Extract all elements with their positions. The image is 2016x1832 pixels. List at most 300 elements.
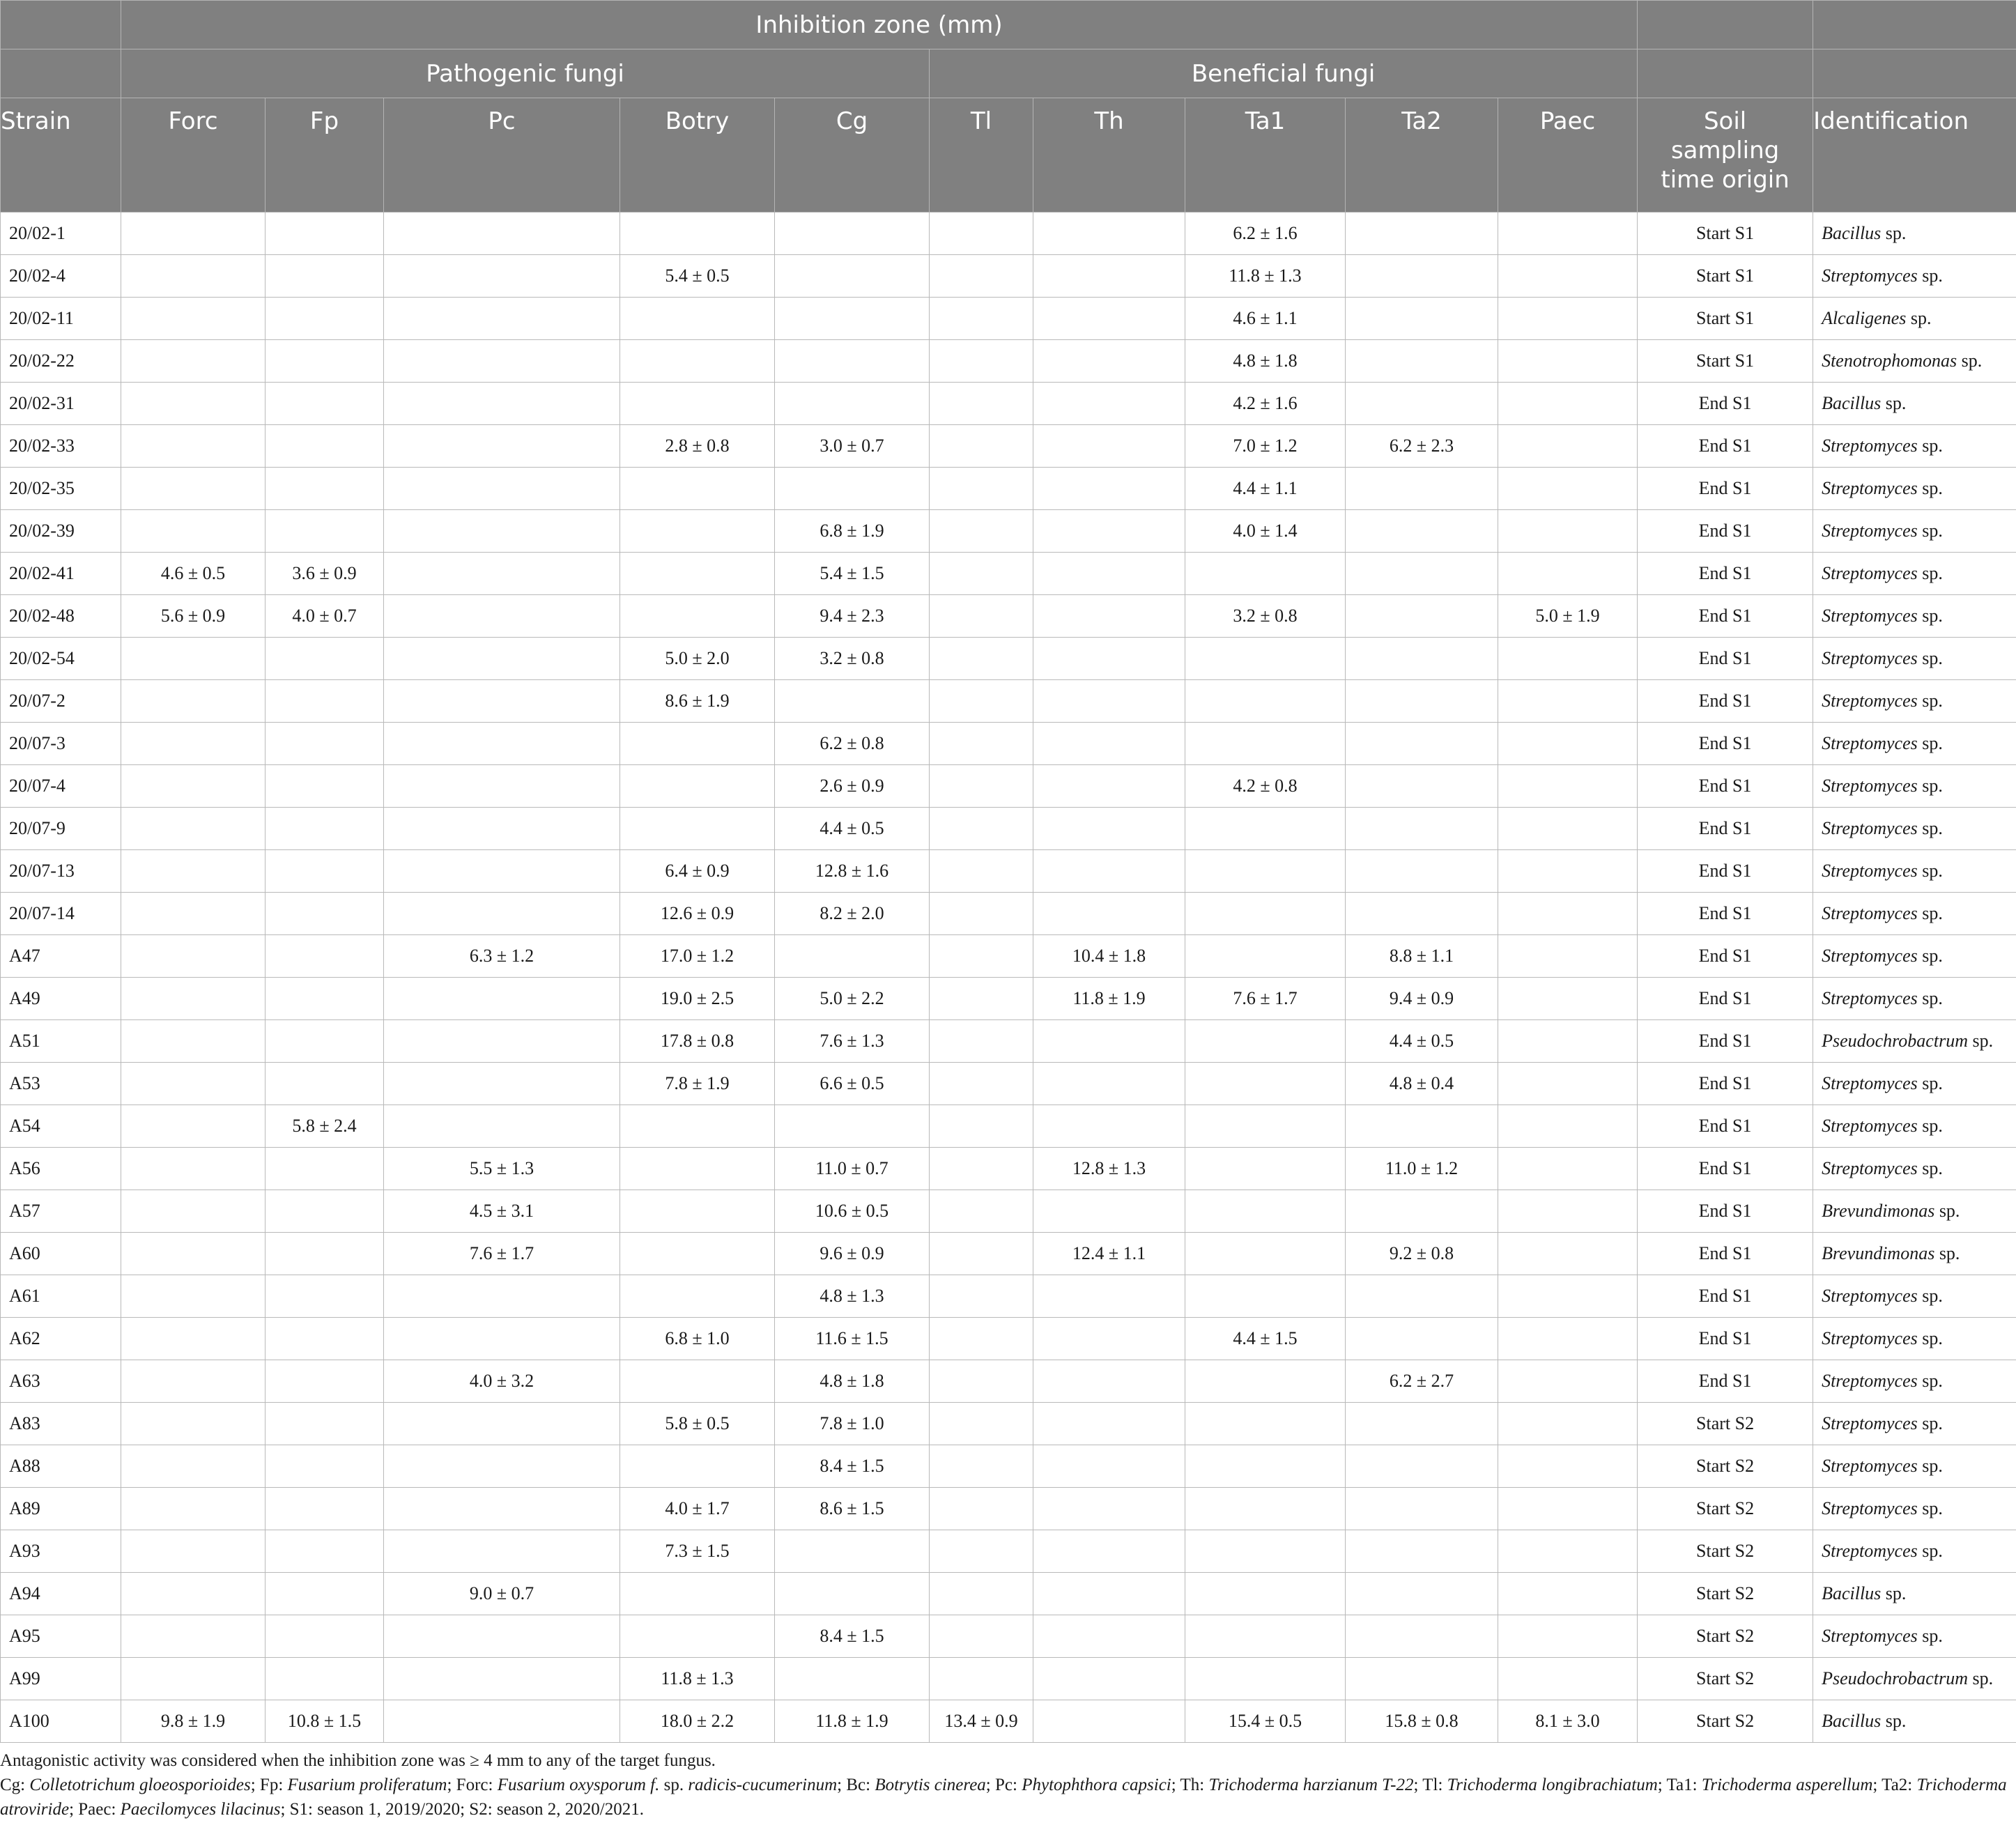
cell-fp: [266, 383, 384, 425]
cell-paec: [1498, 1658, 1638, 1700]
cell-strain: 20/07-13: [1, 850, 121, 893]
cell-cg: [775, 1658, 930, 1700]
cell-ta2: [1346, 893, 1498, 935]
cell-paec: [1498, 808, 1638, 850]
cell-ta2: 8.8 ± 1.1: [1346, 935, 1498, 978]
cell-strain: A99: [1, 1658, 121, 1700]
cell-fp: [266, 1658, 384, 1700]
cell-identification: [1813, 723, 2016, 765]
genus-name: Brevundimonas: [1822, 1243, 1935, 1263]
cell-paec: [1498, 850, 1638, 893]
cell-origin: Start S2: [1638, 1488, 1813, 1530]
species-suffix: sp.: [1881, 393, 1907, 413]
col-header-paec: Paec: [1498, 98, 1638, 213]
cell-fp: [266, 680, 384, 723]
cell-botry: [620, 1233, 775, 1275]
species-suffix: sp.: [1917, 1498, 1943, 1518]
cell-fp: [266, 1063, 384, 1105]
genus-name: Streptomyces: [1822, 988, 1918, 1008]
table-row: [1, 1573, 2016, 1615]
cell-origin: End S1: [1638, 638, 1813, 680]
cell-ta2: [1346, 1445, 1498, 1488]
cell-ta1: 7.6 ± 1.7: [1185, 978, 1346, 1020]
table-row: [1, 1445, 2016, 1488]
genus-name: Streptomyces: [1822, 776, 1918, 796]
cell-tl: [930, 1615, 1033, 1658]
cell-strain: 20/07-9: [1, 808, 121, 850]
cell-th: 10.4 ± 1.8: [1033, 935, 1185, 978]
genus-name: Alcaligenes: [1822, 308, 1907, 328]
cell-tl: [930, 1403, 1033, 1445]
cell-fp: [266, 1445, 384, 1488]
cell-strain: 20/07-4: [1, 765, 121, 808]
footnote-species-name: radicis-cucumerinum: [688, 1776, 838, 1794]
cell-tl: [930, 383, 1033, 425]
cell-ta1: [1185, 1573, 1346, 1615]
cell-identification: [1813, 978, 2016, 1020]
cell-ta1: 6.2 ± 1.6: [1185, 213, 1346, 255]
col-header-ta2: Ta2: [1346, 98, 1498, 213]
cell-forc: [121, 340, 266, 383]
cell-botry: 19.0 ± 2.5: [620, 978, 775, 1020]
cell-fp: [266, 1020, 384, 1063]
cell-fp: [266, 808, 384, 850]
cell-identification: [1813, 1020, 2016, 1063]
cell-forc: [121, 1403, 266, 1445]
table-row: [1, 595, 2016, 638]
cell-pc: [384, 1700, 620, 1743]
cell-botry: 17.0 ± 1.2: [620, 935, 775, 978]
cell-pc: [384, 850, 620, 893]
footnote-species-name: Phytophthora capsici: [1022, 1776, 1171, 1794]
cell-th: [1033, 765, 1185, 808]
cell-ta1: [1185, 1275, 1346, 1318]
cell-fp: [266, 425, 384, 468]
cell-pc: [384, 765, 620, 808]
cell-origin: End S1: [1638, 553, 1813, 595]
cell-forc: 9.8 ± 1.9: [121, 1700, 266, 1743]
cell-cg: [775, 468, 930, 510]
genus-name: Streptomyces: [1822, 1498, 1918, 1518]
species-suffix: sp.: [1881, 1583, 1907, 1603]
table-row: [1, 850, 2016, 893]
cell-pc: [384, 1275, 620, 1318]
genus-name: Streptomyces: [1822, 691, 1918, 711]
cell-ta1: 4.4 ± 1.1: [1185, 468, 1346, 510]
species-suffix: sp.: [1917, 903, 1943, 923]
cell-paec: [1498, 1445, 1638, 1488]
cell-identification: [1813, 1063, 2016, 1105]
cell-ta2: [1346, 1488, 1498, 1530]
cell-ta1: [1185, 723, 1346, 765]
cell-forc: [121, 723, 266, 765]
species-suffix: sp.: [1917, 1413, 1943, 1433]
cell-forc: [121, 808, 266, 850]
cell-forc: [121, 213, 266, 255]
genus-name: Streptomyces: [1822, 478, 1918, 498]
cell-forc: [121, 468, 266, 510]
table-row: [1, 1488, 2016, 1530]
cell-cg: 5.0 ± 2.2: [775, 978, 930, 1020]
cell-cg: 8.4 ± 1.5: [775, 1445, 930, 1488]
cell-paec: [1498, 510, 1638, 553]
cell-pc: [384, 298, 620, 340]
cell-cg: 9.4 ± 2.3: [775, 595, 930, 638]
cell-paec: [1498, 723, 1638, 765]
cell-identification: [1813, 638, 2016, 680]
header-blank-origin-2: [1638, 49, 1813, 98]
cell-ta1: 4.2 ± 1.6: [1185, 383, 1346, 425]
table-row: [1, 935, 2016, 978]
cell-origin: Start S2: [1638, 1445, 1813, 1488]
cell-tl: [930, 468, 1033, 510]
cell-paec: [1498, 1530, 1638, 1573]
cell-strain: A62: [1, 1318, 121, 1360]
cell-fp: [266, 340, 384, 383]
cell-ta2: 6.2 ± 2.3: [1346, 425, 1498, 468]
cell-fp: [266, 1318, 384, 1360]
cell-origin: End S1: [1638, 510, 1813, 553]
table-row: [1, 1020, 2016, 1063]
table-row: [1, 340, 2016, 383]
cell-origin: Start S1: [1638, 340, 1813, 383]
cell-paec: [1498, 1573, 1638, 1615]
cell-ta2: [1346, 510, 1498, 553]
cell-paec: [1498, 1615, 1638, 1658]
cell-identification: [1813, 1360, 2016, 1403]
cell-origin: Start S1: [1638, 298, 1813, 340]
cell-origin: Start S1: [1638, 213, 1813, 255]
footnote-species-name: Fusarium oxysporum f.: [497, 1776, 660, 1794]
cell-cg: 3.2 ± 0.8: [775, 638, 930, 680]
cell-origin: End S1: [1638, 723, 1813, 765]
cell-cg: 8.6 ± 1.5: [775, 1488, 930, 1530]
cell-th: [1033, 1190, 1185, 1233]
cell-tl: [930, 1063, 1033, 1105]
cell-strain: 20/02-31: [1, 383, 121, 425]
cell-th: [1033, 1530, 1185, 1573]
cell-origin: End S1: [1638, 1190, 1813, 1233]
genus-name: Streptomyces: [1822, 1413, 1918, 1433]
cell-botry: [620, 1190, 775, 1233]
cell-th: [1033, 1318, 1185, 1360]
cell-pc: [384, 893, 620, 935]
cell-pc: [384, 808, 620, 850]
footnote-text: ; Forc:: [447, 1776, 498, 1794]
cell-fp: [266, 1360, 384, 1403]
species-suffix: sp.: [1881, 223, 1907, 243]
cell-cg: 5.4 ± 1.5: [775, 553, 930, 595]
col-header-identification: Identification: [1813, 98, 2016, 213]
cell-identification: [1813, 935, 2016, 978]
cell-botry: [620, 1275, 775, 1318]
cell-origin: End S1: [1638, 978, 1813, 1020]
cell-th: 11.8 ± 1.9: [1033, 978, 1185, 1020]
cell-botry: [620, 383, 775, 425]
cell-cg: [775, 255, 930, 298]
cell-th: [1033, 213, 1185, 255]
cell-cg: 4.8 ± 1.3: [775, 1275, 930, 1318]
cell-cg: [775, 340, 930, 383]
cell-strain: A89: [1, 1488, 121, 1530]
header-blank-ident: [1813, 1, 2016, 49]
cell-tl: [930, 1530, 1033, 1573]
cell-tl: [930, 595, 1033, 638]
cell-identification: [1813, 595, 2016, 638]
genus-name: Bacillus: [1822, 223, 1882, 243]
species-suffix: sp.: [1917, 818, 1943, 838]
genus-name: Streptomyces: [1822, 903, 1918, 923]
cell-pc: [384, 510, 620, 553]
cell-botry: 11.8 ± 1.3: [620, 1658, 775, 1700]
cell-ta1: [1185, 1658, 1346, 1700]
cell-origin: End S1: [1638, 1020, 1813, 1063]
species-suffix: sp.: [1917, 1073, 1943, 1093]
cell-ta2: 4.4 ± 0.5: [1346, 1020, 1498, 1063]
cell-pc: [384, 1615, 620, 1658]
cell-botry: [620, 595, 775, 638]
cell-identification: [1813, 255, 2016, 298]
species-suffix: sp.: [1934, 1243, 1960, 1263]
cell-pc: [384, 1105, 620, 1148]
table-row: [1, 1658, 2016, 1700]
cell-ta2: [1346, 1275, 1498, 1318]
species-suffix: sp.: [1967, 1668, 1994, 1688]
genus-name: Streptomyces: [1822, 1328, 1918, 1348]
cell-th: [1033, 553, 1185, 595]
cell-strain: A49: [1, 978, 121, 1020]
cell-identification: [1813, 553, 2016, 595]
genus-name: Streptomyces: [1822, 1158, 1918, 1178]
cell-pc: [384, 1658, 620, 1700]
cell-cg: 7.8 ± 1.0: [775, 1403, 930, 1445]
cell-identification: [1813, 1573, 2016, 1615]
cell-cg: [775, 680, 930, 723]
table-row: [1, 1063, 2016, 1105]
cell-ta1: [1185, 1105, 1346, 1148]
cell-strain: A61: [1, 1275, 121, 1318]
cell-origin: Start S2: [1638, 1700, 1813, 1743]
species-suffix: sp.: [1917, 733, 1943, 753]
cell-ta2: [1346, 1615, 1498, 1658]
cell-cg: 10.6 ± 0.5: [775, 1190, 930, 1233]
col-header-strain: Strain: [1, 98, 121, 213]
cell-botry: [620, 553, 775, 595]
cell-origin: End S1: [1638, 935, 1813, 978]
cell-pc: [384, 723, 620, 765]
table-row: [1, 765, 2016, 808]
cell-pc: [384, 1530, 620, 1573]
col-header-tl: Tl: [930, 98, 1033, 213]
cell-paec: [1498, 1318, 1638, 1360]
col-header-cg: Cg: [775, 98, 930, 213]
cell-cg: 2.6 ± 0.9: [775, 765, 930, 808]
footnote-text: ; Bc:: [837, 1776, 875, 1794]
cell-th: [1033, 468, 1185, 510]
species-suffix: sp.: [1934, 1201, 1960, 1221]
cell-forc: [121, 1148, 266, 1190]
cell-paec: [1498, 1403, 1638, 1445]
cell-fp: 3.6 ± 0.9: [266, 553, 384, 595]
cell-identification: [1813, 893, 2016, 935]
cell-origin: End S1: [1638, 808, 1813, 850]
cell-forc: [121, 1318, 266, 1360]
footnote-species-name: Trichoderma atroviride: [0, 1776, 2007, 1819]
genus-name: Streptomyces: [1822, 265, 1918, 286]
cell-origin: Start S2: [1638, 1530, 1813, 1573]
cell-botry: [620, 765, 775, 808]
species-suffix: sp.: [1917, 648, 1943, 668]
cell-tl: [930, 638, 1033, 680]
cell-strain: A57: [1, 1190, 121, 1233]
cell-ta2: 9.2 ± 0.8: [1346, 1233, 1498, 1275]
cell-tl: [930, 1233, 1033, 1275]
cell-strain: 20/02-22: [1, 340, 121, 383]
cell-botry: [620, 1615, 775, 1658]
cell-pc: [384, 213, 620, 255]
cell-strain: A88: [1, 1445, 121, 1488]
cell-forc: 5.6 ± 0.9: [121, 595, 266, 638]
cell-ta2: [1346, 723, 1498, 765]
cell-tl: [930, 1360, 1033, 1403]
cell-ta2: [1346, 468, 1498, 510]
cell-botry: 5.0 ± 2.0: [620, 638, 775, 680]
genus-name: Streptomyces: [1822, 1626, 1918, 1646]
table-row: [1, 1105, 2016, 1148]
table-row: [1, 1530, 2016, 1573]
cell-ta1: [1185, 553, 1346, 595]
cell-ta1: [1185, 1148, 1346, 1190]
cell-strain: 20/02-35: [1, 468, 121, 510]
cell-ta1: [1185, 1233, 1346, 1275]
cell-botry: 17.8 ± 0.8: [620, 1020, 775, 1063]
cell-fp: [266, 255, 384, 298]
table-row: [1, 723, 2016, 765]
cell-cg: 4.4 ± 0.5: [775, 808, 930, 850]
cell-botry: 4.0 ± 1.7: [620, 1488, 775, 1530]
cell-botry: 5.8 ± 0.5: [620, 1403, 775, 1445]
cell-ta1: [1185, 680, 1346, 723]
genus-name: Streptomyces: [1822, 733, 1918, 753]
cell-tl: [930, 510, 1033, 553]
cell-ta1: [1185, 638, 1346, 680]
cell-tl: [930, 1488, 1033, 1530]
cell-strain: A47: [1, 935, 121, 978]
cell-botry: 7.3 ± 1.5: [620, 1530, 775, 1573]
cell-identification: [1813, 1190, 2016, 1233]
cell-forc: [121, 510, 266, 553]
cell-ta2: [1346, 1658, 1498, 1700]
footnote-text: ; Th:: [1171, 1776, 1209, 1794]
cell-strain: 20/02-48: [1, 595, 121, 638]
cell-origin: End S1: [1638, 765, 1813, 808]
pathogenic-fungi-header: Pathogenic fungi: [121, 49, 930, 98]
cell-ta2: [1346, 850, 1498, 893]
cell-fp: [266, 1530, 384, 1573]
cell-ta1: 4.0 ± 1.4: [1185, 510, 1346, 553]
cell-identification: [1813, 1700, 2016, 1743]
cell-th: [1033, 1573, 1185, 1615]
genus-name: Pseudochrobactrum: [1822, 1031, 1968, 1051]
cell-botry: 8.6 ± 1.9: [620, 680, 775, 723]
cell-paec: [1498, 935, 1638, 978]
cell-origin: End S1: [1638, 595, 1813, 638]
genus-name: Streptomyces: [1822, 1116, 1918, 1136]
cell-pc: [384, 255, 620, 298]
cell-pc: 4.0 ± 3.2: [384, 1360, 620, 1403]
cell-ta1: [1185, 850, 1346, 893]
cell-ta1: [1185, 1615, 1346, 1658]
table-row: [1, 383, 2016, 425]
genus-name: Streptomyces: [1822, 1371, 1918, 1391]
table-row: [1, 638, 2016, 680]
cell-th: [1033, 723, 1185, 765]
cell-cg: [775, 935, 930, 978]
cell-tl: 13.4 ± 0.9: [930, 1700, 1033, 1743]
cell-ta2: [1346, 255, 1498, 298]
cell-th: 12.8 ± 1.3: [1033, 1148, 1185, 1190]
cell-paec: [1498, 978, 1638, 1020]
cell-forc: [121, 680, 266, 723]
cell-ta1: [1185, 1445, 1346, 1488]
cell-botry: [620, 1148, 775, 1190]
cell-strain: A54: [1, 1105, 121, 1148]
cell-strain: A53: [1, 1063, 121, 1105]
genus-name: Pseudochrobactrum: [1822, 1668, 1968, 1688]
cell-origin: End S1: [1638, 680, 1813, 723]
cell-identification: [1813, 850, 2016, 893]
cell-identification: [1813, 1233, 2016, 1275]
cell-tl: [930, 1445, 1033, 1488]
cell-paec: [1498, 1233, 1638, 1275]
cell-ta2: [1346, 1530, 1498, 1573]
cell-cg: [775, 1573, 930, 1615]
table-row: [1, 553, 2016, 595]
table-row: [1, 893, 2016, 935]
cell-identification: [1813, 1445, 2016, 1488]
table-row: [1, 425, 2016, 468]
cell-ta2: [1346, 1403, 1498, 1445]
cell-pc: [384, 978, 620, 1020]
cell-fp: [266, 1615, 384, 1658]
cell-botry: [620, 213, 775, 255]
cell-forc: [121, 425, 266, 468]
cell-botry: 18.0 ± 2.2: [620, 1700, 775, 1743]
cell-ta2: 6.2 ± 2.7: [1346, 1360, 1498, 1403]
cell-ta2: 15.8 ± 0.8: [1346, 1700, 1498, 1743]
cell-fp: [266, 1275, 384, 1318]
species-suffix: sp.: [1917, 265, 1943, 286]
cell-ta1: 3.2 ± 0.8: [1185, 595, 1346, 638]
cell-forc: [121, 1573, 266, 1615]
cell-tl: [930, 893, 1033, 935]
footnote-threshold: Antagonistic activity was considered when the inhibition zone was ≥ 4 mm to any of the target fungus.: [0, 1751, 716, 1770]
header-blank-strain-2: [1, 49, 121, 98]
cell-botry: 5.4 ± 0.5: [620, 255, 775, 298]
cell-th: [1033, 1403, 1185, 1445]
cell-identification: [1813, 680, 2016, 723]
cell-paec: [1498, 553, 1638, 595]
species-suffix: sp.: [1917, 1626, 1943, 1646]
cell-strain: A60: [1, 1233, 121, 1275]
cell-forc: [121, 850, 266, 893]
table-row: [1, 298, 2016, 340]
cell-forc: [121, 1658, 266, 1700]
cell-strain: 20/02-33: [1, 425, 121, 468]
cell-cg: 11.0 ± 0.7: [775, 1148, 930, 1190]
cell-pc: [384, 468, 620, 510]
cell-fp: [266, 213, 384, 255]
